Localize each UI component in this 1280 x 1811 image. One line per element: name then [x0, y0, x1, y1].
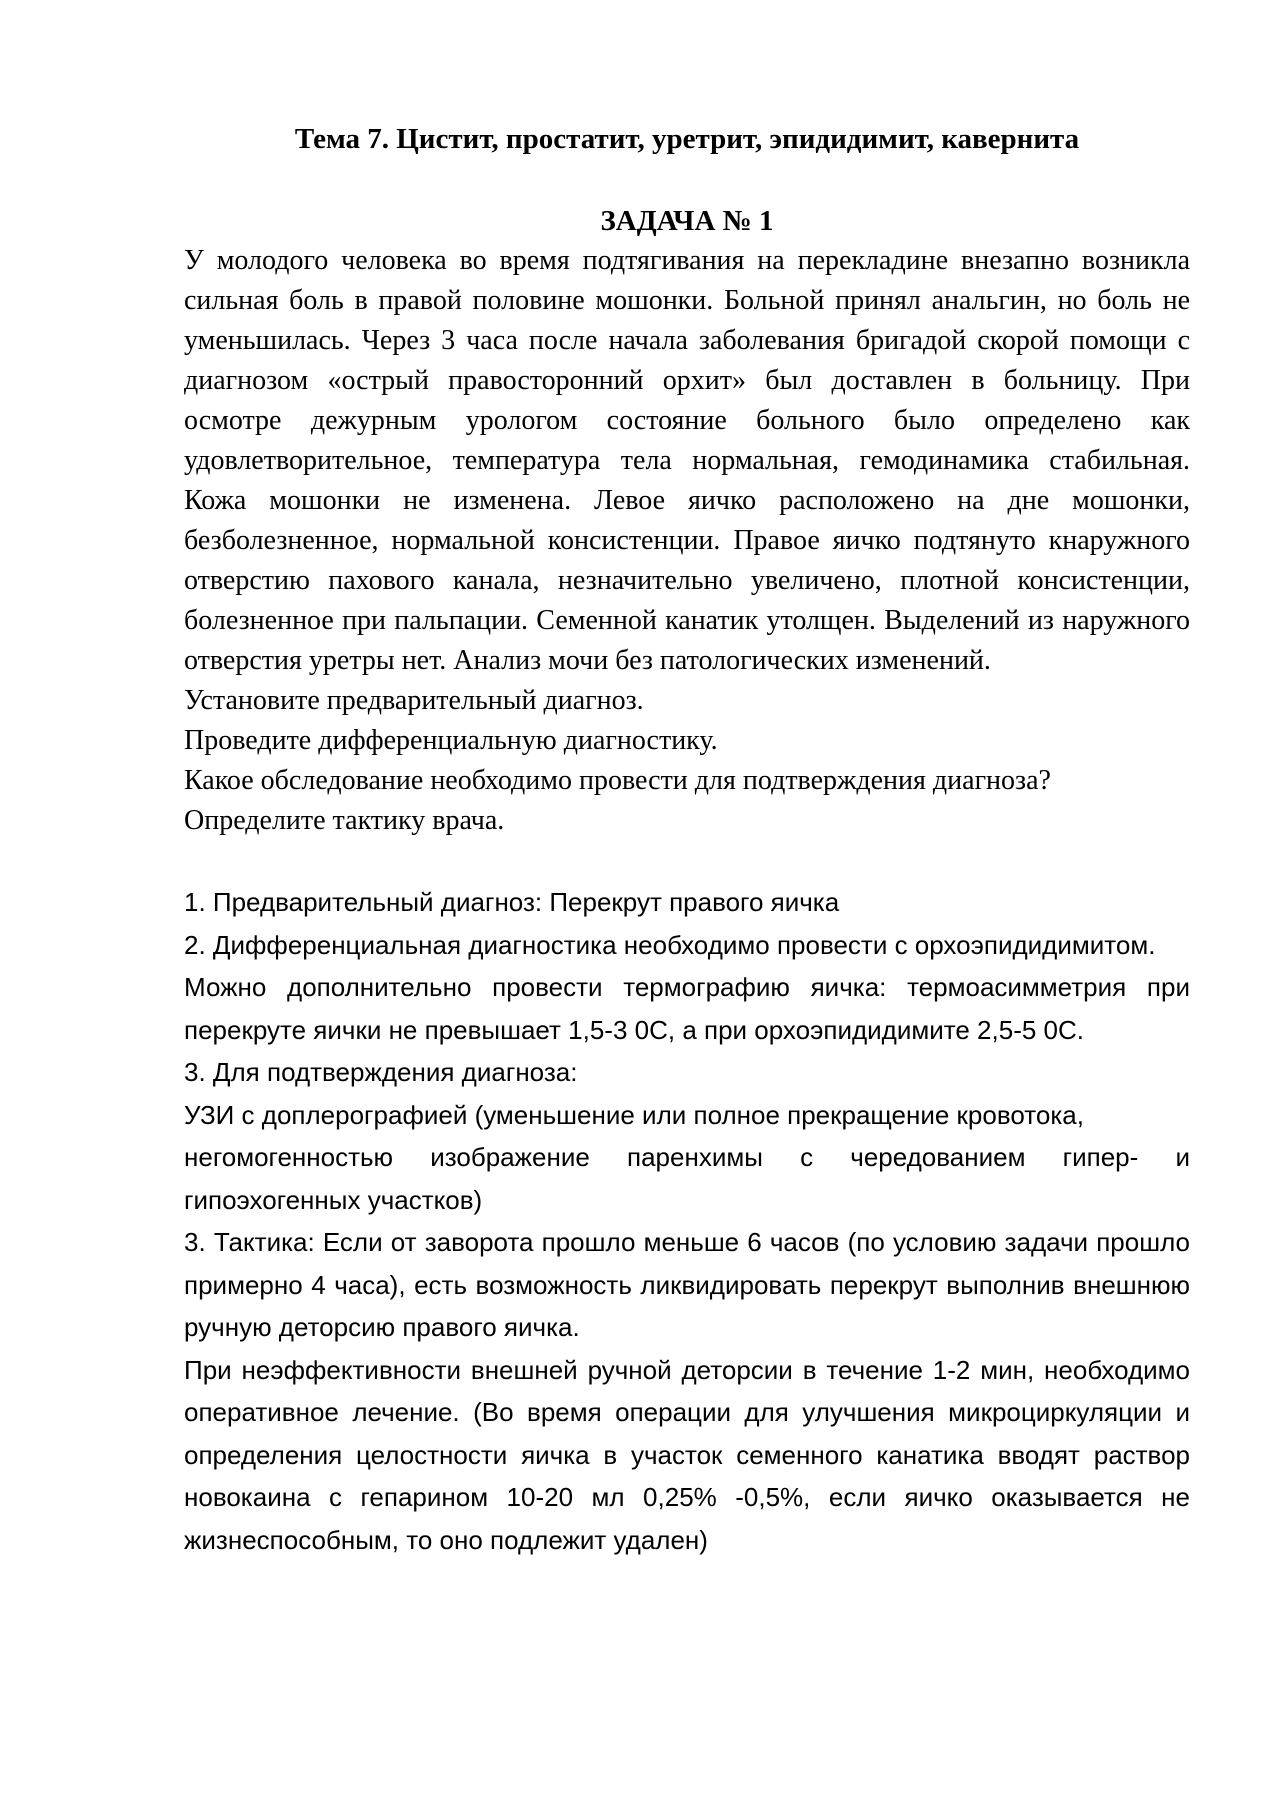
answer-item: 3. Для подтверждения диагноза: — [184, 1057, 578, 1087]
answer-item: При неэффективности внешней ручной деторсии в течение 1-2 мин, необходимо оперативное лечение. (Во время операции для улучшения микроциркуляции и определения целостности яичка в участок семенного канатика вводят раствор новокаина с гепарином 10-20 мл 0,25% -0,5%, если яичко оказывается не жизнеспособным, то оно подлежит удален) — [184, 1354, 1190, 1555]
answer-section — [184, 881, 1190, 1561]
task-title: ЗАДАЧА № 1 — [600, 205, 774, 237]
answer-item: 1. Предварительный диагноз: Перекрут правого яичка — [184, 887, 840, 917]
question-item: Какое обследование необходимо провести для подтверждения диагноза? — [184, 765, 1051, 796]
answer-item: УЗИ с доплерографией (уменьшение или полное прекращение кровотока, — [184, 1099, 1084, 1130]
task-case — [184, 241, 1190, 841]
question-item: Установите предварительный диагноз. — [184, 685, 644, 716]
answer-item: 2. Дифференциальная диагностика необходимо провести с орхоэпидидимитом. — [184, 929, 1156, 960]
paragraph-spacer — [184, 841, 1190, 881]
answer-item: Можно дополнительно провести термографию яичка: термоасимметрия при перекруте яички не превышает 1,5-3 0С, а при орхоэпидидимите 2,5-5 0С. — [184, 972, 1190, 1045]
document-content — [184, 119, 1190, 1561]
question-item: Проведите дифференциальную диагностику. — [184, 725, 718, 756]
answer-item: 3. Тактика: Если от заворота прошло меньше 6 часов (по условию задачи прошло примерно 4 часа), есть возможность ликвидировать перекрут выполнив внешнюю ручную деторсию правого яичка. — [184, 1227, 1190, 1342]
question-item: Определите тактику врача. — [184, 805, 505, 836]
case-text: У молодого человека во время подтягивания на перекладине внезапно возникла сильная боль в правой половине мошонки. Больной принял анальгин, но боль не уменьшилась. Через 3 часа после начала заболевания бригадой скорой помощи с диагнозом «острый правосторонний орхит» был доставлен в больницу. При осмотре дежурным урологом состояние больного было определено как удовлетворительное, температура тела нормальная, гемодинамика стабильная. Кожа мошонки не изменена. Левое яичко расположено на дне мошонки, безболезненное, нормальной консистенции. Правое яичко подтянуто кнаружного отверстию пахового канала, незначительно увеличено, плотной консистенции, болезненное при пальпации. Семенной канатик утолщен. Выделений из наружного отверстия уретры нет. Анализ мочи без патологических изменений. — [184, 245, 1190, 676]
answer-item: негомогенностью изображение паренхимы с чередованием гипер- и гипоэхогенных участков) — [184, 1142, 1190, 1215]
topic-title: Тема 7. Цистит, простатит, уретрит, эпидидимит, кавернита — [294, 123, 1080, 155]
